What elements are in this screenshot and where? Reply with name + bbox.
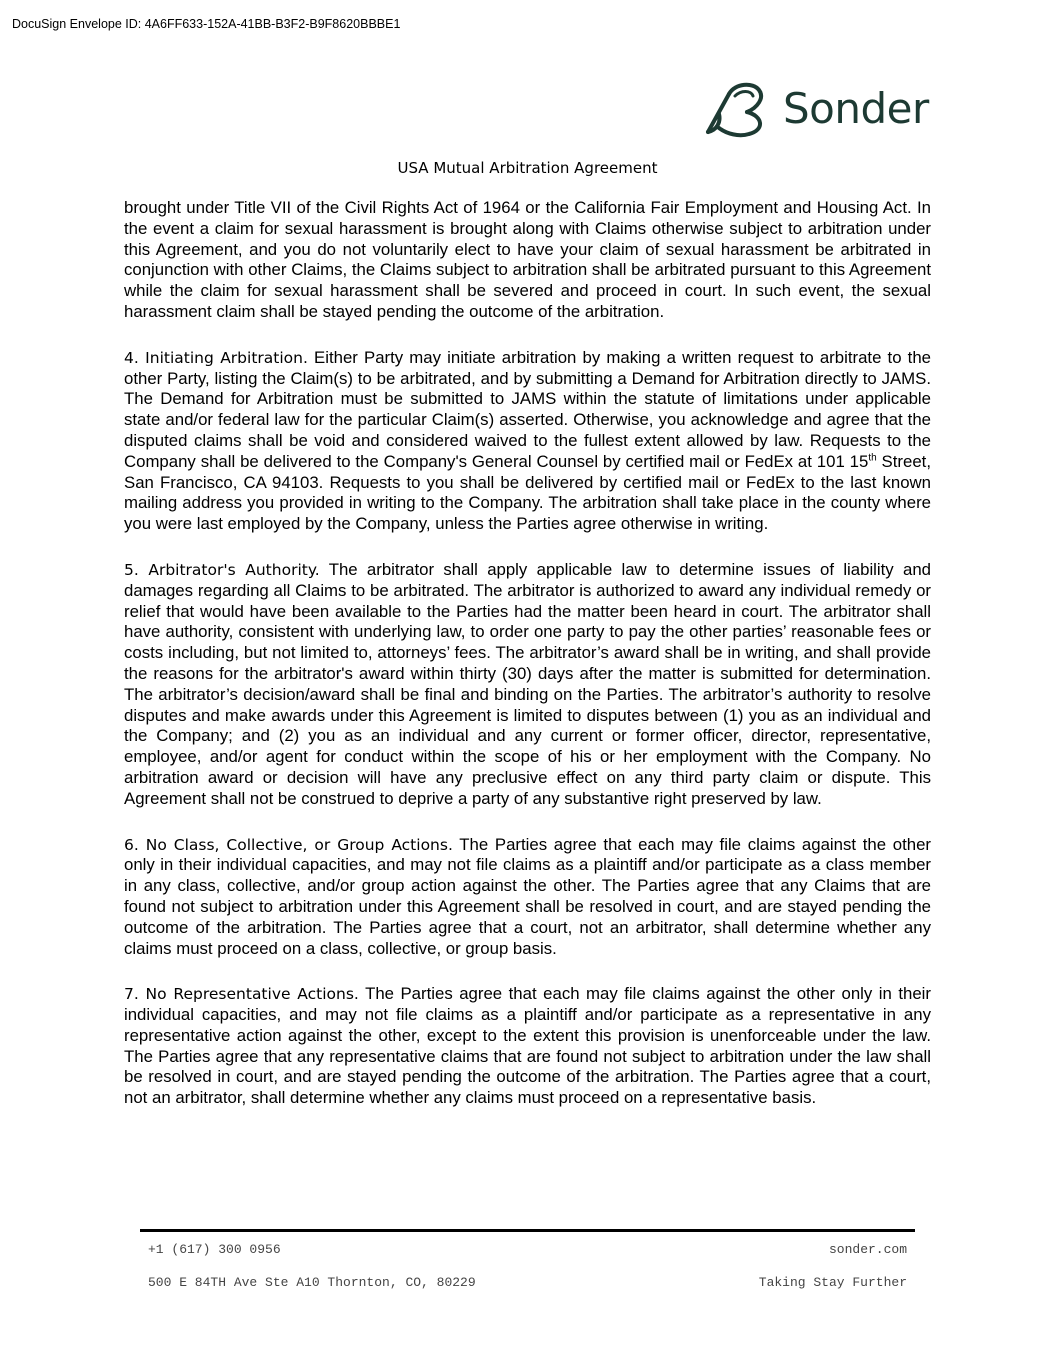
section-heading: 4. Initiating Arbitration. bbox=[124, 348, 308, 367]
footer-website: sonder.com bbox=[828, 1242, 907, 1257]
section-heading: 5. Arbitrator's Authority. bbox=[124, 560, 320, 579]
footer-tagline: Taking Stay Further bbox=[758, 1275, 907, 1290]
section-body: The Parties agree that each may file claims against the other only in their individual capacities, and may not file claims as a plaintiff and/or participate as a class member in any class, collective, and/or group action against the other. The Parties agree that any Claims that are found not subject to arbitration under this Agreement shall be resolved in court, and are stayed pending the outcome of the arbitration. The Parties agree that a court, not an arbitrator, shall determine whether any claims must proceed on a class, collective, or group basis. bbox=[124, 834, 931, 958]
section-body: The Parties agree that each may file claims against the other only in their individual capacities, and may not file claims as a plaintiff and/or participate as a representative in any representative action against the other, except to the extent this provision is unenforceable under the law. The Parties agree that any representative claims that are found not subject to arbitration under the law shall be resolved in court, and are stayed pending the outcome of the arbitration. The Parties agree that a court, not an arbitrator, shall determine whether any claims must proceed on a representative basis. bbox=[124, 984, 931, 1108]
section-body: Either Party may initiate arbitration by making a written request to arbitrate to the other Party, listing the Claim(s) to be arbitrated, and by submitting a Demand for Arbitration directly to JAMS. The Demand for Arbitration must be submitted to JAMS within the statute of limitations under applicable state and/or federal law for the particular Claim(s) asserted. Otherwise, you acknowledge and agree that the disputed claims shall be void and considered waived to the fullest extent allowed by law. Requests to the Company shall be delivered to the Company's General Counsel by certified mail or FedEx at 101 15 bbox=[124, 347, 931, 471]
footer-divider bbox=[140, 1229, 915, 1232]
section-no-class-actions bbox=[124, 835, 931, 960]
paragraph-continuation: brought under Title VII of the Civil Rights Act of 1964 or the California Fair Employment and Housing Act. In the event a claim for sexual harassment is brought along with Claims otherwise subject to arbitration under this Agreement, and you do not voluntarily elect to have your claim of sexual harassment be arbitrated in conjunction with other Claims, the Claims subject to arbitration shall be arbitrated pursuant to this Agreement while the claim for sexual harassment shall be severed and proceed in court. In such event, the sexual harassment claim shall be stayed pending the outcome of the arbitration. bbox=[124, 198, 931, 321]
section-no-representative-actions bbox=[124, 984, 931, 1109]
footer-phone: +1 (617) 300 0956 bbox=[148, 1242, 281, 1257]
section-heading: 6. No Class, Collective, or Group Actions. bbox=[124, 835, 453, 854]
section-body-continued: Street, San Francisco, CA 94103. Requests to you shall be delivered by certified mail or FedEx to the last known mailing address you provided in writing to the Company. The arbitration shall take place in the county where you were last employed by the Company, unless the Parties agree otherwise in writing. bbox=[124, 451, 931, 534]
section-arbitrator-authority bbox=[124, 560, 931, 810]
footer-address: 500 E 84TH Ave Ste A10 Thornton, CO, 80229 bbox=[148, 1275, 476, 1290]
sonder-bird-logo-icon bbox=[705, 80, 773, 138]
agreement-body bbox=[124, 198, 931, 1134]
section-body: The arbitrator shall apply applicable law to determine issues of liability and damages regarding all Claims to be arbitrated. The arbitrator is authorized to award any individual remedy or relief that would have been available to the Parties had the matter been heard in court. The arbitrator shall have authority, consistent with underlying law, to order one party to pay the other parties’ reasonable fees or costs including, but not limited to, attorneys’ fees. The arbitrator’s award shall be in writing, and shall provide the reasons for the arbitrator's award within thirty (30) days after the matter is submitted for determination. The arbitrator’s decision/award shall be final and binding on the Parties. The arbitrator’s authority to resolve disputes and make awards under this Agreement is limited to disputes between (1) you as an individual and the Company; and (2) you as an individual and any current or former officer, director, representative, employee, and/or agent for conduct within the scope of his or her employment with the Company. No arbitration award or decision will have any preclusive effect on any third party claim or dispute. This Agreement shall not be construed to deprive a party of any substantive right preserved by law. bbox=[124, 559, 931, 808]
footer-row-contact bbox=[148, 1242, 907, 1257]
document-title: USA Mutual Arbitration Agreement bbox=[397, 159, 658, 177]
superscript-th: th bbox=[868, 452, 877, 464]
logo-wordmark: Sonder bbox=[783, 84, 929, 133]
sonder-logo bbox=[705, 80, 929, 138]
section-heading: 7. No Representative Actions. bbox=[124, 985, 359, 1004]
docusign-envelope-id: DocuSign Envelope ID: 4A6FF633-152A-41BB-B3F2-B9F8620BBBE1 bbox=[12, 17, 401, 31]
footer-row-address bbox=[148, 1275, 907, 1290]
section-initiating-arbitration bbox=[124, 348, 931, 535]
